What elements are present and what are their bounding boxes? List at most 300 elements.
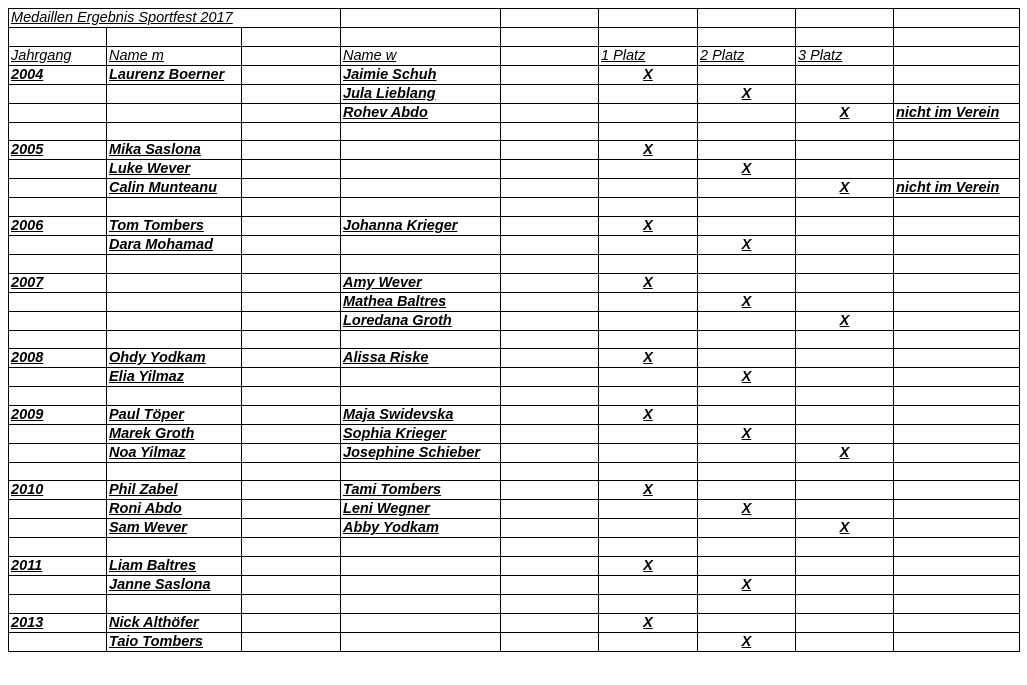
jahrgang-cell[interactable]	[9, 632, 107, 651]
cell[interactable]	[107, 28, 242, 47]
cell[interactable]	[599, 122, 698, 141]
jahrgang-cell[interactable]	[9, 103, 107, 122]
cell[interactable]	[107, 595, 242, 614]
jahrgang-cell[interactable]: 2006	[9, 216, 107, 235]
cell[interactable]	[242, 292, 341, 311]
name-m-cell[interactable]: Phil Zabel	[107, 481, 242, 500]
jahrgang-cell[interactable]	[9, 311, 107, 330]
name-w-cell[interactable]	[341, 141, 501, 160]
cell[interactable]	[242, 349, 341, 368]
name-w-cell[interactable]	[341, 632, 501, 651]
note-cell[interactable]	[894, 424, 1020, 443]
cell[interactable]	[9, 595, 107, 614]
note-cell[interactable]	[894, 273, 1020, 292]
jahrgang-cell[interactable]	[9, 84, 107, 103]
cell[interactable]	[242, 84, 341, 103]
cell[interactable]	[242, 122, 341, 141]
note-cell[interactable]	[894, 613, 1020, 632]
cell[interactable]	[242, 235, 341, 254]
cell[interactable]	[341, 254, 501, 273]
note-cell[interactable]	[894, 368, 1020, 387]
jahrgang-cell[interactable]: 2008	[9, 349, 107, 368]
cell[interactable]	[894, 330, 1020, 349]
cell[interactable]	[9, 538, 107, 557]
place-2-cell[interactable]	[698, 557, 796, 576]
place-1-cell[interactable]	[599, 500, 698, 519]
cell[interactable]	[242, 481, 341, 500]
name-m-cell[interactable]: Janne Saslona	[107, 576, 242, 595]
place-2-cell[interactable]: X	[698, 84, 796, 103]
cell[interactable]	[501, 481, 599, 500]
cell[interactable]	[698, 462, 796, 481]
cell[interactable]	[9, 462, 107, 481]
name-w-cell[interactable]: Maja Swidevska	[341, 405, 501, 424]
place-1-cell[interactable]	[599, 235, 698, 254]
cell[interactable]	[501, 557, 599, 576]
cell[interactable]	[501, 613, 599, 632]
jahrgang-cell[interactable]: 2009	[9, 405, 107, 424]
cell[interactable]	[242, 160, 341, 179]
cell[interactable]	[501, 632, 599, 651]
place-1-cell[interactable]	[599, 519, 698, 538]
cell[interactable]	[242, 198, 341, 217]
place-2-cell[interactable]	[698, 481, 796, 500]
place-3-cell[interactable]	[796, 141, 894, 160]
cell[interactable]	[796, 9, 894, 28]
cell[interactable]	[599, 198, 698, 217]
note-cell[interactable]	[894, 500, 1020, 519]
cell[interactable]	[9, 198, 107, 217]
cell[interactable]	[501, 330, 599, 349]
name-m-cell[interactable]: Noa Yilmaz	[107, 443, 242, 462]
cell[interactable]	[341, 538, 501, 557]
place-3-cell[interactable]: X	[796, 179, 894, 198]
cell[interactable]	[341, 198, 501, 217]
cell[interactable]	[796, 595, 894, 614]
name-w-cell[interactable]: Josephine Schieber	[341, 443, 501, 462]
place-1-cell[interactable]: X	[599, 216, 698, 235]
cell[interactable]	[698, 122, 796, 141]
name-w-cell[interactable]: Amy Wever	[341, 273, 501, 292]
cell[interactable]	[894, 462, 1020, 481]
cell[interactable]	[242, 424, 341, 443]
cell[interactable]	[501, 405, 599, 424]
cell[interactable]	[341, 28, 501, 47]
cell[interactable]	[501, 103, 599, 122]
place-2-cell[interactable]	[698, 405, 796, 424]
note-cell[interactable]	[894, 311, 1020, 330]
jahrgang-cell[interactable]: 2013	[9, 613, 107, 632]
cell[interactable]	[501, 122, 599, 141]
cell[interactable]	[242, 273, 341, 292]
cell[interactable]	[242, 595, 341, 614]
place-1-cell[interactable]	[599, 311, 698, 330]
cell[interactable]	[242, 443, 341, 462]
cell[interactable]	[242, 311, 341, 330]
cell[interactable]	[107, 254, 242, 273]
cell[interactable]	[9, 330, 107, 349]
jahrgang-cell[interactable]: 2004	[9, 65, 107, 84]
place-2-cell[interactable]: X	[698, 576, 796, 595]
name-w-cell[interactable]	[341, 613, 501, 632]
cell[interactable]	[698, 538, 796, 557]
cell[interactable]	[501, 179, 599, 198]
cell[interactable]	[894, 538, 1020, 557]
name-m-cell[interactable]: Laurenz Boerner	[107, 65, 242, 84]
place-1-cell[interactable]	[599, 443, 698, 462]
place-1-cell[interactable]	[599, 632, 698, 651]
cell[interactable]	[501, 424, 599, 443]
cell[interactable]	[242, 632, 341, 651]
name-m-cell[interactable]: Sam Wever	[107, 519, 242, 538]
place-3-cell[interactable]: X	[796, 311, 894, 330]
place-2-cell[interactable]	[698, 179, 796, 198]
cell[interactable]	[599, 330, 698, 349]
cell[interactable]	[501, 349, 599, 368]
name-m-cell[interactable]: Tom Tombers	[107, 216, 242, 235]
name-m-cell[interactable]: Dara Mohamad	[107, 235, 242, 254]
cell[interactable]	[242, 28, 341, 47]
cell[interactable]	[501, 160, 599, 179]
cell[interactable]	[796, 28, 894, 47]
name-w-cell[interactable]: Rohev Abdo	[341, 103, 501, 122]
note-cell[interactable]	[894, 576, 1020, 595]
place-3-cell[interactable]	[796, 481, 894, 500]
cell[interactable]	[698, 254, 796, 273]
cell[interactable]	[894, 28, 1020, 47]
place-2-cell[interactable]: X	[698, 235, 796, 254]
place-2-cell[interactable]: X	[698, 632, 796, 651]
name-m-cell[interactable]: Mika Saslona	[107, 141, 242, 160]
cell[interactable]	[9, 28, 107, 47]
cell[interactable]	[698, 28, 796, 47]
note-cell[interactable]	[894, 65, 1020, 84]
jahrgang-cell[interactable]	[9, 368, 107, 387]
cell[interactable]	[599, 538, 698, 557]
cell[interactable]	[242, 330, 341, 349]
cell[interactable]	[501, 273, 599, 292]
cell[interactable]	[341, 330, 501, 349]
jahrgang-cell[interactable]: 2005	[9, 141, 107, 160]
note-cell[interactable]	[894, 216, 1020, 235]
place-1-cell[interactable]	[599, 368, 698, 387]
place-3-cell[interactable]	[796, 557, 894, 576]
cell[interactable]	[501, 46, 599, 65]
cell[interactable]	[242, 557, 341, 576]
cell[interactable]	[341, 462, 501, 481]
cell[interactable]	[796, 462, 894, 481]
place-3-cell[interactable]: X	[796, 519, 894, 538]
cell[interactable]	[501, 500, 599, 519]
cell[interactable]	[796, 538, 894, 557]
cell[interactable]	[242, 576, 341, 595]
name-w-cell[interactable]: Jula Lieblang	[341, 84, 501, 103]
cell[interactable]	[242, 65, 341, 84]
note-cell[interactable]: nicht im Verein	[894, 179, 1020, 198]
name-w-cell[interactable]: Loredana Groth	[341, 311, 501, 330]
name-m-cell[interactable]: Paul Töper	[107, 405, 242, 424]
name-m-cell[interactable]	[107, 292, 242, 311]
jahrgang-cell[interactable]	[9, 424, 107, 443]
place-3-cell[interactable]	[796, 273, 894, 292]
name-w-cell[interactable]	[341, 235, 501, 254]
place-1-cell[interactable]	[599, 576, 698, 595]
place-1-cell[interactable]: X	[599, 273, 698, 292]
cell[interactable]	[894, 122, 1020, 141]
cell[interactable]	[894, 46, 1020, 65]
header-2-platz[interactable]: 2 Platz	[698, 46, 796, 65]
header-name-m[interactable]: Name m	[107, 46, 242, 65]
header-jahrgang[interactable]: Jahrgang	[9, 46, 107, 65]
name-w-cell[interactable]	[341, 557, 501, 576]
place-3-cell[interactable]	[796, 632, 894, 651]
place-3-cell[interactable]	[796, 235, 894, 254]
cell[interactable]	[341, 9, 501, 28]
place-3-cell[interactable]	[796, 65, 894, 84]
jahrgang-cell[interactable]: 2011	[9, 557, 107, 576]
cell[interactable]	[501, 292, 599, 311]
name-w-cell[interactable]: Alissa Riske	[341, 349, 501, 368]
place-1-cell[interactable]: X	[599, 349, 698, 368]
place-3-cell[interactable]	[796, 84, 894, 103]
place-3-cell[interactable]: X	[796, 443, 894, 462]
cell[interactable]	[599, 254, 698, 273]
cell[interactable]	[242, 387, 341, 406]
place-3-cell[interactable]	[796, 576, 894, 595]
cell[interactable]	[501, 519, 599, 538]
place-3-cell[interactable]	[796, 160, 894, 179]
place-1-cell[interactable]: X	[599, 613, 698, 632]
cell[interactable]	[107, 387, 242, 406]
place-1-cell[interactable]	[599, 424, 698, 443]
cell[interactable]	[501, 462, 599, 481]
place-3-cell[interactable]	[796, 349, 894, 368]
note-cell[interactable]	[894, 235, 1020, 254]
place-2-cell[interactable]	[698, 141, 796, 160]
name-m-cell[interactable]	[107, 273, 242, 292]
cell[interactable]	[501, 28, 599, 47]
cell[interactable]	[796, 387, 894, 406]
name-w-cell[interactable]: Abby Yodkam	[341, 519, 501, 538]
name-m-cell[interactable]: Marek Groth	[107, 424, 242, 443]
cell[interactable]	[242, 519, 341, 538]
note-cell[interactable]	[894, 632, 1020, 651]
note-cell[interactable]	[894, 160, 1020, 179]
place-3-cell[interactable]	[796, 424, 894, 443]
cell[interactable]	[501, 538, 599, 557]
cell[interactable]	[698, 595, 796, 614]
note-cell[interactable]	[894, 557, 1020, 576]
cell[interactable]	[796, 122, 894, 141]
cell[interactable]	[9, 122, 107, 141]
cell[interactable]	[242, 103, 341, 122]
place-1-cell[interactable]: X	[599, 481, 698, 500]
place-2-cell[interactable]	[698, 273, 796, 292]
cell[interactable]	[599, 9, 698, 28]
name-w-cell[interactable]: Leni Wegner	[341, 500, 501, 519]
cell[interactable]	[501, 235, 599, 254]
place-3-cell[interactable]	[796, 216, 894, 235]
cell[interactable]	[599, 387, 698, 406]
place-1-cell[interactable]	[599, 160, 698, 179]
name-m-cell[interactable]: Nick Althöfer	[107, 613, 242, 632]
cell[interactable]	[698, 9, 796, 28]
note-cell[interactable]	[894, 519, 1020, 538]
name-w-cell[interactable]: Sophia Krieger	[341, 424, 501, 443]
place-3-cell[interactable]	[796, 292, 894, 311]
place-1-cell[interactable]	[599, 103, 698, 122]
note-cell[interactable]	[894, 141, 1020, 160]
jahrgang-cell[interactable]	[9, 292, 107, 311]
cell[interactable]	[242, 462, 341, 481]
cell[interactable]	[796, 198, 894, 217]
place-2-cell[interactable]: X	[698, 160, 796, 179]
place-2-cell[interactable]: X	[698, 292, 796, 311]
cell[interactable]	[107, 538, 242, 557]
jahrgang-cell[interactable]	[9, 235, 107, 254]
place-2-cell[interactable]	[698, 519, 796, 538]
name-m-cell[interactable]	[107, 84, 242, 103]
name-w-cell[interactable]	[341, 160, 501, 179]
cell[interactable]	[501, 576, 599, 595]
jahrgang-cell[interactable]	[9, 160, 107, 179]
name-m-cell[interactable]	[107, 311, 242, 330]
place-2-cell[interactable]	[698, 613, 796, 632]
jahrgang-cell[interactable]: 2007	[9, 273, 107, 292]
note-cell[interactable]	[894, 405, 1020, 424]
cell[interactable]	[341, 387, 501, 406]
jahrgang-cell[interactable]: 2010	[9, 481, 107, 500]
place-1-cell[interactable]: X	[599, 65, 698, 84]
jahrgang-cell[interactable]	[9, 576, 107, 595]
cell[interactable]	[894, 387, 1020, 406]
name-w-cell[interactable]: Johanna Krieger	[341, 216, 501, 235]
cell[interactable]	[501, 368, 599, 387]
cell[interactable]	[242, 179, 341, 198]
sheet-title[interactable]: Medaillen Ergebnis Sportfest 2017	[9, 9, 341, 28]
cell[interactable]	[242, 368, 341, 387]
cell[interactable]	[242, 216, 341, 235]
cell[interactable]	[107, 462, 242, 481]
cell[interactable]	[501, 84, 599, 103]
name-m-cell[interactable]: Calin Munteanu	[107, 179, 242, 198]
name-w-cell[interactable]	[341, 368, 501, 387]
cell[interactable]	[242, 405, 341, 424]
name-m-cell[interactable]: Ohdy Yodkam	[107, 349, 242, 368]
cell[interactable]	[107, 330, 242, 349]
name-m-cell[interactable]: Elia Yilmaz	[107, 368, 242, 387]
cell[interactable]	[894, 9, 1020, 28]
cell[interactable]	[599, 28, 698, 47]
place-2-cell[interactable]: X	[698, 500, 796, 519]
note-cell[interactable]	[894, 84, 1020, 103]
name-w-cell[interactable]	[341, 576, 501, 595]
place-1-cell[interactable]: X	[599, 557, 698, 576]
name-m-cell[interactable]: Taio Tombers	[107, 632, 242, 651]
cell[interactable]	[894, 198, 1020, 217]
place-1-cell[interactable]	[599, 84, 698, 103]
cell[interactable]	[894, 254, 1020, 273]
cell[interactable]	[501, 443, 599, 462]
place-2-cell[interactable]: X	[698, 368, 796, 387]
name-w-cell[interactable]: Jaimie Schuh	[341, 65, 501, 84]
name-w-cell[interactable]: Mathea Baltres	[341, 292, 501, 311]
cell[interactable]	[501, 595, 599, 614]
name-m-cell[interactable]: Luke Wever	[107, 160, 242, 179]
cell[interactable]	[501, 9, 599, 28]
cell[interactable]	[698, 330, 796, 349]
cell[interactable]	[698, 387, 796, 406]
cell[interactable]	[9, 254, 107, 273]
note-cell[interactable]	[894, 481, 1020, 500]
cell[interactable]	[501, 311, 599, 330]
place-2-cell[interactable]	[698, 103, 796, 122]
place-2-cell[interactable]	[698, 311, 796, 330]
cell[interactable]	[242, 500, 341, 519]
note-cell[interactable]	[894, 292, 1020, 311]
name-m-cell[interactable]: Roni Abdo	[107, 500, 242, 519]
cell[interactable]	[107, 122, 242, 141]
note-cell[interactable]	[894, 349, 1020, 368]
place-3-cell[interactable]: X	[796, 103, 894, 122]
place-2-cell[interactable]	[698, 216, 796, 235]
place-2-cell[interactable]	[698, 65, 796, 84]
note-cell[interactable]: nicht im Verein	[894, 103, 1020, 122]
place-1-cell[interactable]: X	[599, 405, 698, 424]
place-3-cell[interactable]	[796, 613, 894, 632]
cell[interactable]	[341, 595, 501, 614]
jahrgang-cell[interactable]	[9, 519, 107, 538]
cell[interactable]	[9, 387, 107, 406]
jahrgang-cell[interactable]	[9, 179, 107, 198]
cell[interactable]	[501, 387, 599, 406]
place-3-cell[interactable]	[796, 368, 894, 387]
cell[interactable]	[501, 254, 599, 273]
cell[interactable]	[796, 330, 894, 349]
place-2-cell[interactable]	[698, 443, 796, 462]
jahrgang-cell[interactable]	[9, 500, 107, 519]
name-w-cell[interactable]: Tami Tombers	[341, 481, 501, 500]
place-3-cell[interactable]	[796, 405, 894, 424]
cell[interactable]	[698, 198, 796, 217]
cell[interactable]	[599, 595, 698, 614]
header-1-platz[interactable]: 1 Platz	[599, 46, 698, 65]
cell[interactable]	[341, 122, 501, 141]
cell[interactable]	[242, 613, 341, 632]
cell[interactable]	[599, 462, 698, 481]
cell[interactable]	[894, 595, 1020, 614]
cell[interactable]	[796, 254, 894, 273]
header-3-platz[interactable]: 3 Platz	[796, 46, 894, 65]
place-1-cell[interactable]: X	[599, 141, 698, 160]
place-3-cell[interactable]	[796, 500, 894, 519]
jahrgang-cell[interactable]	[9, 443, 107, 462]
cell[interactable]	[501, 216, 599, 235]
cell[interactable]	[242, 254, 341, 273]
place-2-cell[interactable]: X	[698, 424, 796, 443]
cell[interactable]	[242, 46, 341, 65]
place-1-cell[interactable]	[599, 292, 698, 311]
name-w-cell[interactable]	[341, 179, 501, 198]
cell[interactable]	[242, 538, 341, 557]
cell[interactable]	[242, 141, 341, 160]
place-1-cell[interactable]	[599, 179, 698, 198]
cell[interactable]	[107, 198, 242, 217]
name-m-cell[interactable]	[107, 103, 242, 122]
cell[interactable]	[501, 198, 599, 217]
header-name-w[interactable]: Name w	[341, 46, 501, 65]
cell[interactable]	[501, 65, 599, 84]
